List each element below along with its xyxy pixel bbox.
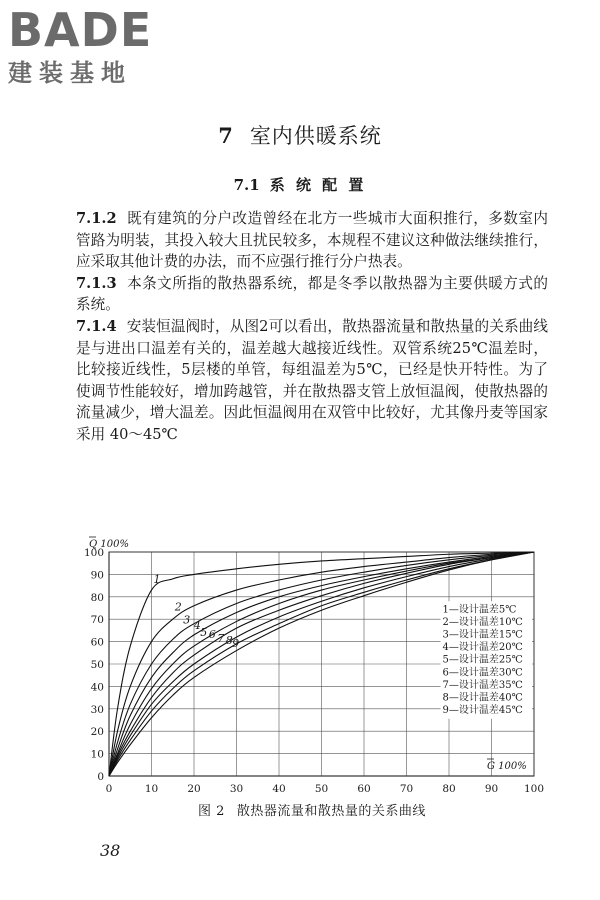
curve-label-4: 4 — [193, 619, 201, 633]
paragraph-text: 安装恒温阀时，从图2可以看出，散热器流量和散热量的关系曲线是与进出口温差有关的，温差越大越接近线性。双管系统25℃温差时，比较接近线性，5层楼的单管，每组温差为5℃，已经是快开特性。为了使调节性能较好，增加跨越管，并在散热器支管上放恒温阀，使散热器的流量减少，增大温差。因此恒温阀用在双管中比较好，尤其像丹麦等国家采用 40～45℃ — [76, 317, 548, 443]
x-tick-label: 40 — [272, 783, 286, 795]
legend-entry: 9—设计温差45℃ — [442, 705, 523, 717]
curve-label-1: 1 — [153, 573, 161, 587]
curve-label-7: 7 — [217, 631, 225, 645]
legend-entry: 2—设计温差10℃ — [442, 616, 523, 628]
x-tick-label: 60 — [357, 783, 371, 795]
paragraph-7-1-2 — [76, 208, 548, 273]
curve-label-5: 5 — [200, 625, 208, 639]
chapter-title-text: 室内供暖系统 — [249, 124, 382, 148]
curve-label-2: 2 — [174, 600, 182, 614]
x-tick-label: 30 — [229, 783, 244, 795]
x-tick-label: 80 — [442, 783, 456, 795]
figure-number: 图 2 — [198, 804, 225, 819]
y-tick-label: 0 — [97, 771, 104, 783]
y-axis-label: Q 100% — [89, 539, 129, 550]
body-text — [76, 208, 548, 446]
paragraph-number: 7.1.4 — [76, 317, 117, 335]
legend-entry: 6—设计温差30℃ — [442, 667, 523, 679]
section-number: 7.1 — [233, 176, 260, 194]
x-tick-label: 90 — [484, 783, 499, 795]
y-tick-label: 40 — [90, 681, 104, 694]
legend-entry: 1—设计温差5℃ — [442, 604, 517, 616]
x-tick-label: 100 — [523, 783, 545, 795]
paragraph-7-1-3 — [76, 273, 548, 316]
legend-entry: 7—设计温差35℃ — [442, 679, 523, 691]
legend-entry: 4—设计温差20℃ — [442, 642, 523, 654]
logo-brand: BADE — [8, 3, 153, 57]
y-tick-label: 90 — [90, 569, 104, 582]
section-title — [0, 174, 600, 195]
paragraph-text: 本条文所指的散热器系统，都是冬季以散热器为主要供暖方式的系统。 — [76, 274, 548, 314]
section-title-text: 系 统 配 置 — [269, 176, 367, 194]
y-tick-label: 60 — [90, 636, 104, 649]
paragraph-7-1-4 — [76, 316, 548, 446]
y-tick-label: 100 — [83, 547, 104, 559]
curve-label-8: 8 — [225, 633, 233, 647]
figure-2 — [82, 533, 552, 825]
y-tick-label: 70 — [90, 614, 104, 627]
legend-entry: 5—设计温差25℃ — [442, 654, 523, 666]
x-tick-label: 20 — [187, 783, 201, 795]
x-tick-label: 10 — [144, 783, 159, 795]
y-tick-label: 80 — [90, 591, 104, 604]
legend-entry: 8—设计温差40℃ — [442, 692, 523, 704]
bade-logo — [8, 3, 183, 88]
x-axis-label: G 100% — [487, 761, 527, 772]
chapter-title — [0, 120, 600, 150]
figure-caption-text: 散热器流量和散热量的关系曲线 — [236, 804, 426, 819]
curve-label-6: 6 — [208, 628, 216, 642]
y-tick-label: 10 — [90, 748, 104, 761]
figure-caption — [198, 800, 426, 819]
y-tick-label: 20 — [90, 726, 104, 739]
x-tick-label: 70 — [399, 783, 414, 795]
page-number: 38 — [100, 841, 121, 860]
curve-label-9: 9 — [232, 636, 240, 650]
y-tick-label: 50 — [90, 659, 104, 671]
curve-label-3: 3 — [183, 613, 191, 627]
x-tick-label: 0 — [105, 783, 113, 795]
flow-heat-chart — [82, 533, 552, 801]
paragraph-number: 7.1.3 — [76, 274, 117, 292]
logo-subtitle: 建装基地 — [8, 59, 132, 87]
y-tick-label: 30 — [90, 703, 104, 716]
paragraph-number: 7.1.2 — [76, 210, 117, 227]
paragraph-text: 既有建筑的分户改造曾经在北方一些城市大面积推行，多数室内管路为明装，其投入较大且扰民较多，本规程不建议这种做法继续推行，应采取其他计费的办法，而不应强行推行分户热表。 — [76, 210, 548, 271]
chapter-number: 7 — [218, 123, 234, 148]
x-tick-label: 50 — [314, 783, 329, 795]
legend-entry: 3—设计温差15℃ — [442, 629, 523, 641]
